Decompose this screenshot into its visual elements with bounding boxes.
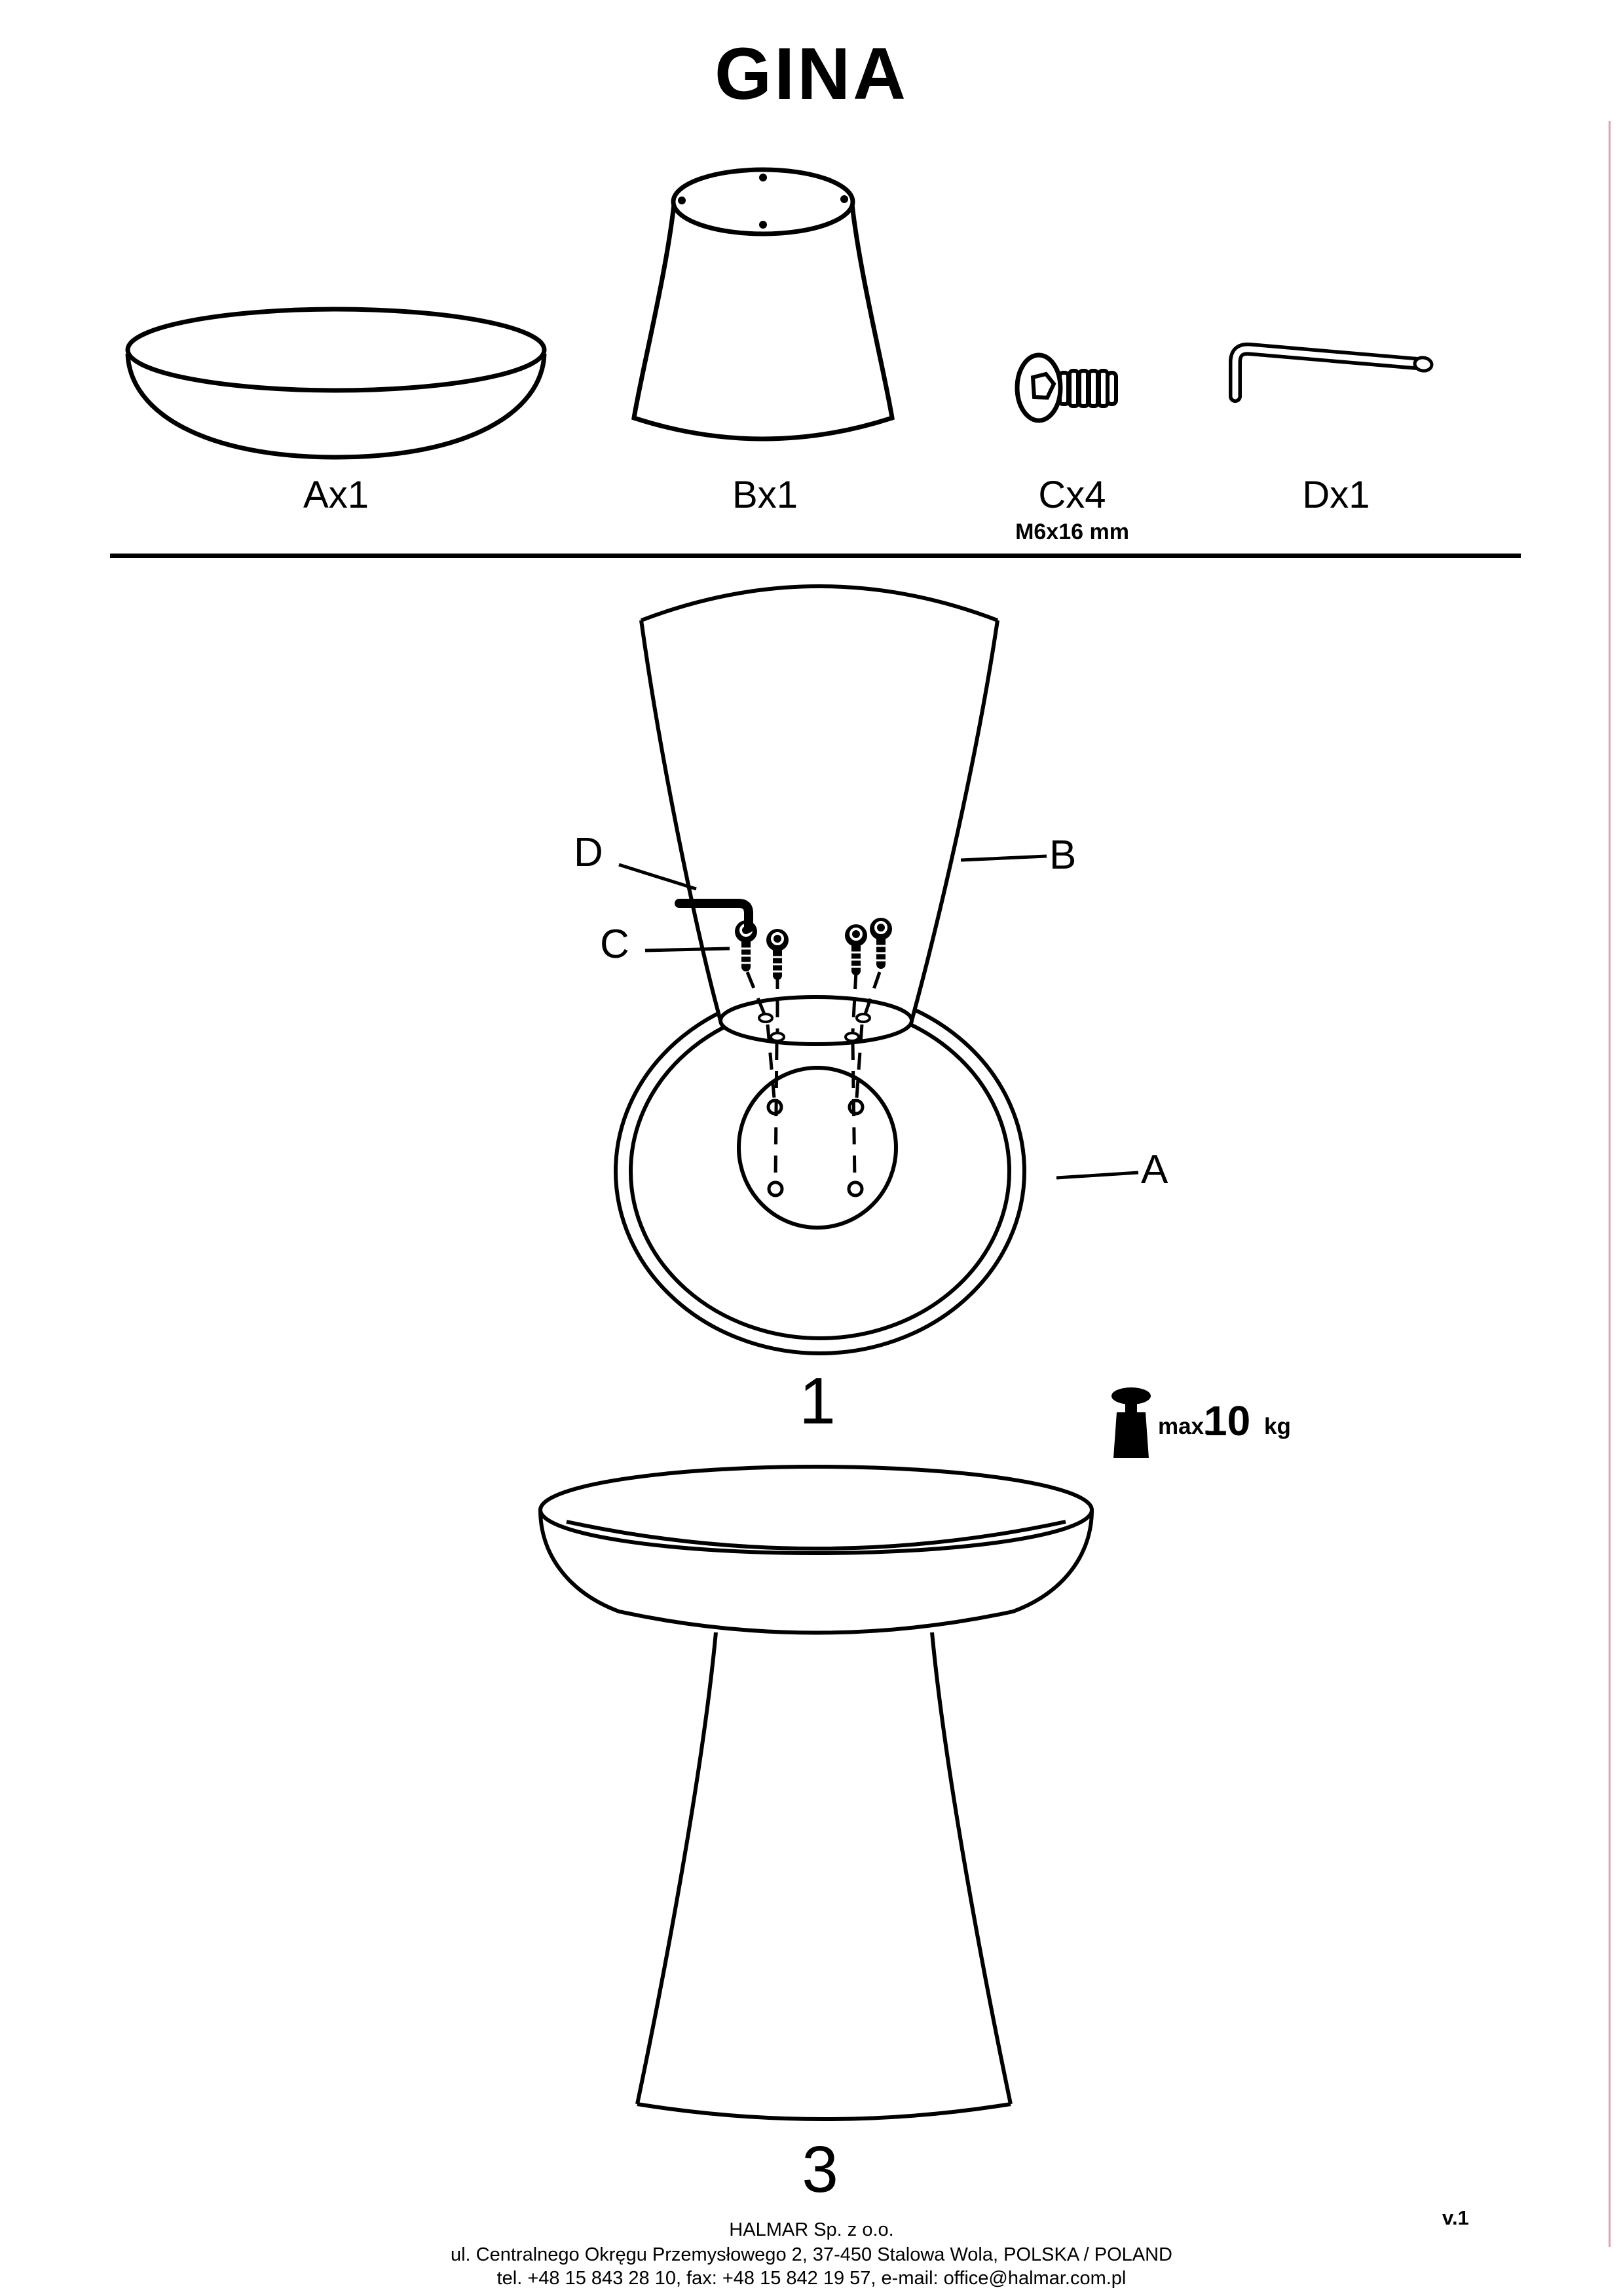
version-label: v.1 (1442, 2206, 1469, 2229)
weight-max-value: 10 (1204, 1397, 1251, 1444)
callout-b: B (1049, 833, 1077, 878)
callout-a: A (1141, 1147, 1168, 1192)
section-divider (110, 554, 1521, 558)
step1-exploded-diagram (563, 570, 1218, 1441)
footer-contact: tel. +48 15 843 28 10, fax: +48 15 842 19 57, e-mail: office@halmar.com.pl (496, 2268, 1127, 2289)
weight-max-label: max. (1158, 1414, 1210, 1439)
footer-company: HALMAR Sp. z o.o. (729, 2219, 894, 2240)
weight-unit-label: kg (1264, 1414, 1291, 1439)
part-d-allen-key-icon (1217, 331, 1440, 406)
assembled-cone-base (637, 1632, 1011, 2119)
part-c-screw-icon (1014, 354, 1122, 423)
part-d-label: Dx1 (1302, 474, 1370, 516)
callout-d: D (574, 830, 603, 875)
footer-address: ul. Centralnego Okręgu Przemysłowego 2, 37-450 Stalowa Wola, POLSKA / POLAND (450, 2244, 1172, 2265)
part-c-size-spec: M6x16 mm (1015, 519, 1129, 544)
disc-mounting-boss (739, 1068, 896, 1228)
weight-kettlebell-icon (1108, 1387, 1154, 1458)
part-a-disc-drawing (123, 303, 549, 466)
step3-number: 3 (802, 2133, 838, 2206)
part-c-label: Cx4 (1038, 474, 1106, 516)
page-title: GINA (715, 33, 908, 115)
part-b-label: Bx1 (732, 474, 798, 516)
step1-number: 1 (799, 1364, 836, 1438)
assembled-tabletop (540, 1467, 1092, 1633)
page-edge-line (1609, 121, 1611, 2247)
part-a-label: Ax1 (303, 474, 369, 516)
callout-c: C (600, 922, 629, 967)
cone-inverted (641, 586, 998, 1044)
step3-assembled-diagram (531, 1464, 1107, 2122)
part-b-cone-drawing (625, 164, 901, 465)
